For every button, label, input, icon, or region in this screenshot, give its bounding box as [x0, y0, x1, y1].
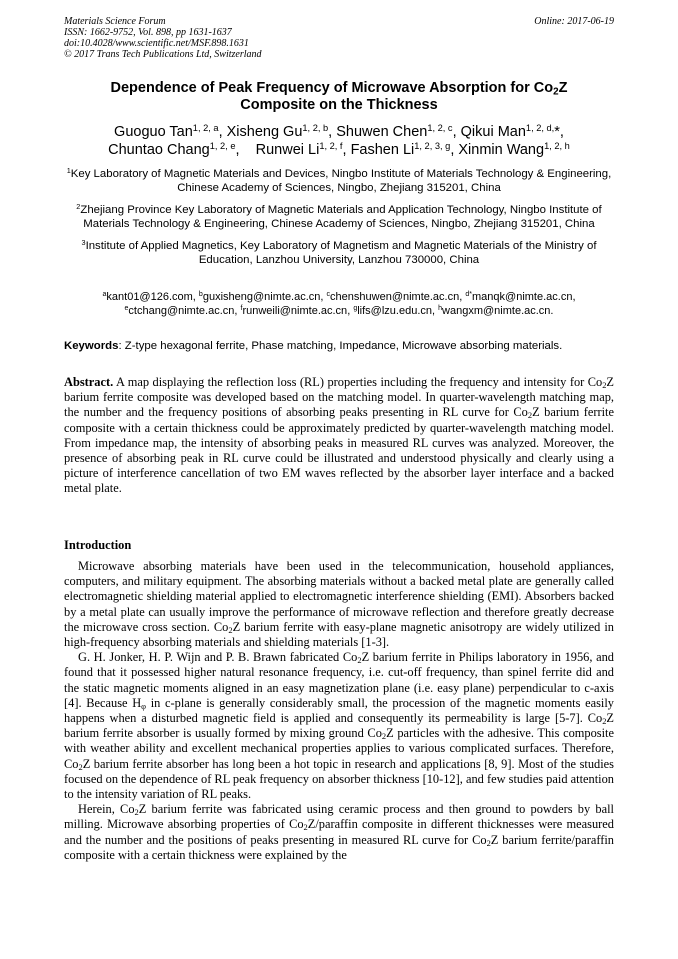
paragraph: Herein, $Co_2Z$ barium ferrite was fabricated using ceramic process and then ground to powders by ball milling. Microwave absorbing properties of $Co_2Z$/paraffin composite in different thicknesses were measured and the number and the positions of peaks presenting in measured RL curve for $Co_2Z$ barium ferrite/paraffin composite with a certain thickness were explained by the: [64, 802, 614, 862]
introduction-body: [64, 559, 614, 863]
keywords-text: : Z-type hexagonal ferrite, Phase matching, Impedance, Microwave absorbing materials.: [118, 340, 563, 352]
author: Fashen Li$^{1, 2, 3, g}$,: [350, 140, 459, 158]
journal-name: Materials Science Forum: [64, 16, 166, 27]
email[interactable]: $^g$lifs@lzu.edu.cn: [353, 305, 432, 317]
email[interactable]: $^c$chenshuwen@nimte.ac.cn: [326, 291, 460, 303]
title-text: Dependence of Peak Frequency of Microwave Absorption for Co: [110, 80, 554, 96]
paragraph: Microwave absorbing materials have been used in the telecommunication, household appliances, computers, and military equipment. The absorbing materials without a backed metal plate are generally called electromagnetic shielding material applied to electromagnetic interference shielding (EMI). Absorbers backed by a metal plate can usually improve the performance of microwave reflection and therefore greatly decrease the microwave cross section. $Co_2Z$ barium ferrite with easy-plane magnetic anisotropy are widely utilized in high-frequency absorbing materials and shielding materials [1-3].: [64, 559, 614, 650]
email[interactable]: $^f$runweili@nimte.ac.cn: [240, 305, 348, 317]
journal-header: [64, 16, 262, 60]
author: Qikui Man$^{1, 2, d,}$*,: [460, 122, 564, 140]
abstract: Abstract. A map displaying the reflection loss (RL) properties including the frequency and intensity for $Co_2Z$ barium ferrite composite was developed based on the matching model. In quarter-wavelength matching map, the number and the frequency positions of absorbing peaks presenting in RL curve for $Co_2Z$ barium ferrite composite with a certain thickness could be approximately predicted by quarter-wavelength matching model. From impedance map, the intensity of absorbing peaks in measured RL curves was analyzed. Moreover, the presence of absorbing peak in RL curve could be illustrated and understood physically and clearly using a picture of interference cancellation of two EM waves reflected by the absorber layer interface and a backed metal plate.: [64, 375, 615, 496]
section-heading-introduction: Introduction: [64, 538, 132, 552]
author: Xisheng Gu$^{1, 2, b}$,: [226, 122, 337, 140]
email[interactable]: $^h$wangxm@nimte.ac.cn: [438, 305, 551, 317]
affiliation: $^1$Key Laboratory of Magnetic Materials and Devices, Ningbo Institute of Materials Technology & Engineering, Chinese Academy of Sciences, Ningbo, Zhejiang 315201, China: [66, 166, 612, 194]
email[interactable]: $^b$guxisheng@nimte.ac.cn: [198, 291, 321, 303]
journal-copyright: © 2017 Trans Tech Publications Ltd, Switzerland: [64, 49, 262, 60]
keywords: [64, 339, 616, 353]
title-line-2: Composite on the Thickness: [240, 97, 438, 113]
abstract-label: Abstract.: [64, 375, 114, 389]
author: Shuwen Chen$^{1, 2, c}$,: [336, 122, 461, 140]
author-list: [64, 123, 614, 159]
author: Chuntao Chang$^{1, 2, e}$,: [108, 140, 256, 158]
journal-issn: ISSN: 1662-9752, Vol. 898, pp 1631-1637: [64, 27, 232, 38]
title-text-z: Z: [558, 80, 568, 96]
email[interactable]: $^a$kant01@126.com: [102, 291, 193, 303]
email[interactable]: $^{d*}$manqk@nimte.ac.cn: [465, 291, 573, 303]
journal-doi: doi:10.4028/www.scientific.net/MSF.898.1631: [64, 38, 249, 49]
keywords-label: Keywords: [64, 340, 119, 352]
affiliations: [64, 167, 614, 275]
author: Xinmin Wang$^{1, 2, h}$: [458, 140, 570, 158]
online-date: Online: 2017-06-19: [534, 16, 614, 27]
affiliation: $^3$Institute of Applied Magnetics, Key Laboratory of Magnetism and Magnetic Materials of the Ministry of Education, Lanzhou University, Lanzhou 730000, China: [81, 238, 597, 266]
title-subscript: 2: [553, 86, 559, 98]
email[interactable]: $^e$ctchang@nimte.ac.cn: [124, 305, 235, 317]
paper-title: [64, 80, 614, 114]
author: Guoguo Tan$^{1, 2, a}$,: [114, 122, 227, 140]
author: Runwei Li$^{1, 2, f}$,: [255, 140, 351, 158]
paragraph: G. H. Jonker, H. P. Wijn and P. B. Brawn fabricated $Co_2Z$ barium ferrite in Philips laboratory in 1956, and found that it possessed higher natural resonance frequency, i.e. cut-off frequency, than spinel ferrite did and the static magnetic moments aligned in an easy magnetization plane (i.e. easy plane) perpendicular to c-axis [4]. Because $H_\varphi$ in c-plane is generally considerably small, the procession of the magnetic moments easily happens when a disturbed magnetic field is applied and consequently its permeability is large [5-7]. $Co_2Z$ barium ferrite absorber is usually formed by mixing ground $Co_2Z$ particles with the adhesive. This composite with weather ability and excellent mechanical properties applies to various complicated surfaces. Therefore, $Co_2Z$ barium ferrite absorber has long been a hot topic in research and applications [8, 9]. Most of the studies focused on the dependence of RL peak frequency on absorber thickness [10-12], and few studies paid attention to the intensity variation of RL peaks.: [64, 650, 615, 802]
email-list: $^a$kant01@126.com, $^b$guxisheng@nimte.ac.cn, $^c$chenshuwen@nimte.ac.cn, $^{d*}$manqk@nimte.ac.cn, $^e$ctchang@nimte.ac.cn, $^f$runweili@nimte.ac.cn, $^g$lifs@lzu.edu.cn, $^h$wangxm@nimte.ac.cn.: [102, 291, 576, 317]
affiliation: $^2$Zhejiang Province Key Laboratory of Magnetic Materials and Application Technology, Ningbo Institute of Materials Technology & Engineering, Chinese Academy of Sciences, Ningbo, Zhejiang 315201, China: [76, 202, 602, 230]
